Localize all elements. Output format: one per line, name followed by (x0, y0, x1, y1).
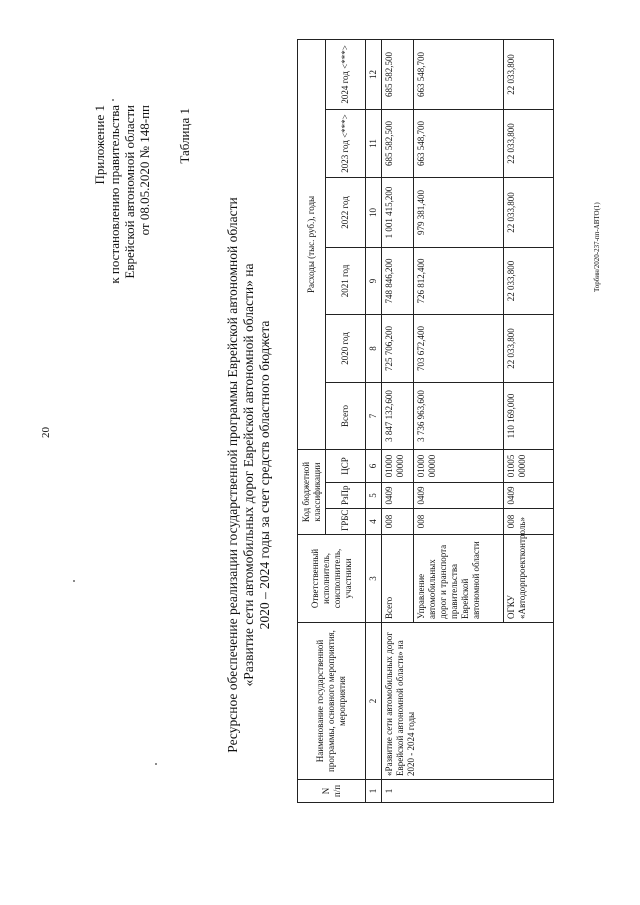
scan-speck (155, 763, 157, 765)
rzpr-cell: 0409 (414, 483, 504, 509)
column-number: 9 (366, 247, 382, 314)
value-2023-cell: 663 548,700 (414, 109, 504, 177)
value-2021-cell: 748 846,200 (382, 247, 414, 314)
value-2024-cell: 685 582,500 (382, 39, 414, 109)
scan-speck (73, 580, 75, 582)
column-number: 7 (366, 382, 382, 449)
total-cell: 3 736 963,600 (414, 382, 504, 449)
header-num: N п/п (298, 780, 366, 803)
responsible-cell: Всего (382, 535, 414, 623)
scan-speck (112, 99, 114, 101)
column-number-row (366, 39, 382, 802)
responsible-cell: Управление автомобильных дорог и транспорта правительства Еврейской автономной области (414, 535, 504, 623)
table-row (382, 39, 414, 802)
value-2022-cell: 1 001 415,200 (382, 177, 414, 247)
header-2023: 2023 год <***> (326, 109, 366, 177)
program-name: «Развитие сети автомобильных дорог Еврейской автономной области» на 2020 - 2024 годы (382, 623, 554, 780)
appendix-line: Еврейской автономной области (122, 105, 137, 279)
value-2020-cell: 703 672,400 (414, 314, 504, 382)
csr-cell: 01000 00000 (382, 449, 414, 482)
column-number: 10 (366, 177, 382, 247)
footer-note: Торбин/2020-237-пп-АВТО(1) (593, 202, 601, 292)
value-2021-cell: 22 033,800 (504, 247, 554, 314)
column-number: 3 (366, 535, 382, 623)
column-number: 12 (366, 39, 382, 109)
value-2022-cell: 979 381,400 (414, 177, 504, 247)
header-name: Наименование государственной программы, основного мероприятия, мероприятия (298, 623, 366, 780)
header-expenses: Расходы (тыс. руб.), годы (298, 39, 326, 449)
page-number: 20 (40, 427, 52, 438)
column-number: 8 (366, 314, 382, 382)
column-number: 5 (366, 483, 382, 509)
value-2022-cell: 22 033,800 (504, 177, 554, 247)
title-line: 2020 – 2024 годы за счет средств областного бюджета (257, 320, 272, 630)
appendix-line: Приложение 1 (92, 105, 107, 185)
document-title (225, 195, 273, 755)
column-number: 6 (366, 449, 382, 482)
row-number: 1 (382, 780, 554, 803)
column-number: 4 (366, 509, 382, 535)
header-responsible: Ответственный исполнитель, соисполнитель, участники (298, 535, 366, 623)
title-line: Ресурсное обеспечение реализации государственной программы Еврейской автономной области (225, 197, 240, 753)
value-2023-cell: 22 033,800 (504, 109, 554, 177)
value-2023-cell: 685 582,500 (382, 109, 414, 177)
rzpr-cell: 0409 (504, 483, 554, 509)
budget-table (297, 39, 554, 803)
csr-cell: 01000 00000 (414, 449, 504, 482)
value-2024-cell: 22 033,800 (504, 39, 554, 109)
header-rzpr: РзПр (326, 483, 366, 509)
grbs-cell: 008 (382, 509, 414, 535)
appendix-header (92, 105, 152, 284)
header-2021: 2021 год (326, 247, 366, 314)
column-number: 11 (366, 109, 382, 177)
csr-cell: 01005 00000 (504, 449, 554, 482)
responsible-cell: ОГКУ «Автодорпроектконтроль» (504, 535, 554, 623)
column-number: 1 (366, 780, 382, 803)
rzpr-cell: 0409 (382, 483, 414, 509)
grbs-cell: 008 (504, 509, 554, 535)
value-2021-cell: 726 812,400 (414, 247, 504, 314)
value-2024-cell: 663 548,700 (414, 39, 504, 109)
value-2020-cell: 22 033,800 (504, 314, 554, 382)
title-line: «Развитие сети автомобильных дорог Еврейской автономной области» на (241, 263, 256, 687)
grbs-cell: 008 (414, 509, 504, 535)
header-budget-code: Код бюджетной классификации (298, 449, 326, 534)
total-cell: 110 169,000 (504, 382, 554, 449)
header-csr: ЦСР (326, 449, 366, 482)
header-2024: 2024 год <***> (326, 39, 366, 109)
appendix-line: от 08.05.2020 № 148-пп (137, 105, 152, 236)
table-label: Таблица 1 (177, 108, 192, 164)
header-2022: 2022 год (326, 177, 366, 247)
header-total: Всего (326, 382, 366, 449)
total-cell: 3 847 132,600 (382, 382, 414, 449)
column-number: 2 (366, 623, 382, 780)
value-2020-cell: 725 706,200 (382, 314, 414, 382)
appendix-line: к постановлению правительства (107, 105, 122, 284)
header-grbs: ГРБС (326, 509, 366, 535)
header-2020: 2020 год (326, 314, 366, 382)
